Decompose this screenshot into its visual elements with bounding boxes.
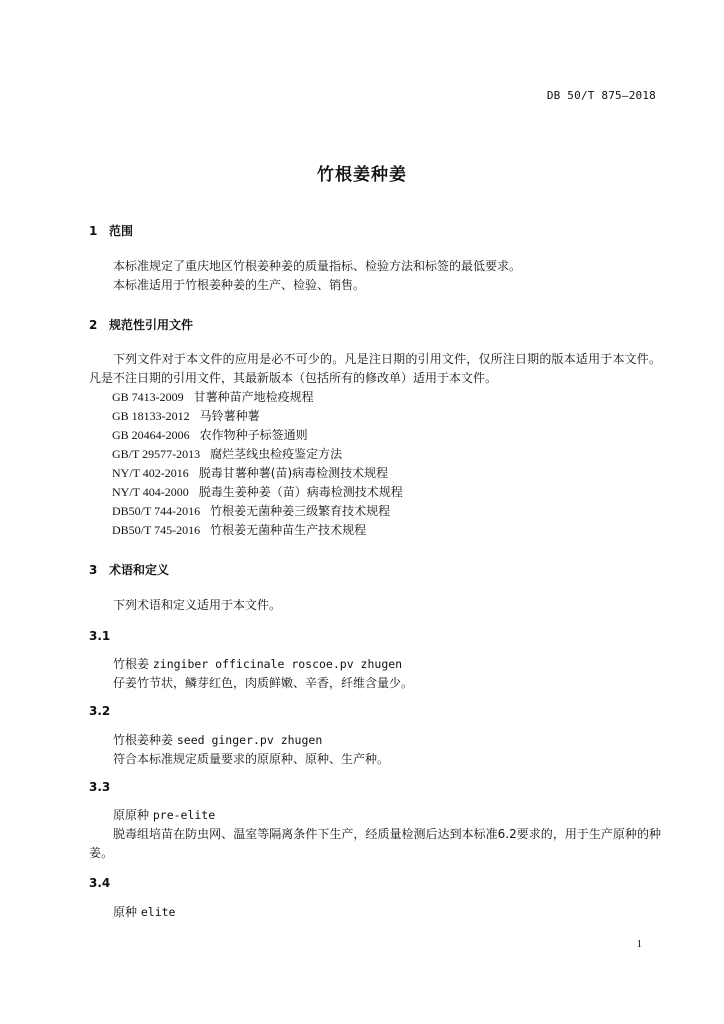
reference-item [112,388,403,407]
term-number: 3.3 [89,780,111,794]
reference-title: 农作物种子标签通则 [199,428,308,442]
term-english: zingiber officinale roscoe.pv zhugen [152,657,403,671]
reference-item [112,445,403,464]
page-number: 1 [636,938,642,950]
term-heading [113,655,402,672]
paragraph: 本标准规定了重庆地区竹根姜种姜的质量指标、检验方法和标签的最低要求。 [113,259,522,273]
reference-code: GB/T 29577-2013 [112,447,201,461]
reference-title: 腐烂茎线虫检疫鉴定方法 [210,447,343,461]
term-english: seed ginger.pv zhugen [176,733,323,747]
section-2-heading [89,316,193,333]
term-definition: 脱毒组培苗在防虫网、温室等隔离条件下生产，经质量检测后达到本标准6.2要求的，用于生产原种的种姜。 [89,827,661,860]
paragraph: 下列术语和定义适用于本文件。 [113,598,282,612]
reference-code: NY/T 404-2000 [112,485,189,499]
reference-item [112,483,403,502]
reference-list [112,388,403,540]
reference-code: DB50/T 744-2016 [112,504,201,518]
reference-item [112,426,403,445]
reference-code: NY/T 402-2016 [112,466,189,480]
document-title: 竹根姜种姜 [317,165,407,185]
reference-title: 竹根姜无菌种姜三级繁育技术规程 [210,504,391,518]
section-number: 1 [89,224,98,238]
term-name: 原原种 [113,808,150,822]
paragraph: 本标准适用于竹根姜种姜的生产、检验、销售。 [113,278,366,292]
term-definition: 仔姜竹节状，鳞芽红色，肉质鲜嫩、辛香，纤维含量少。 [113,676,414,690]
term-number: 3.2 [89,704,111,718]
reference-code: GB 7413-2009 [112,390,184,404]
reference-code: DB50/T 745-2016 [112,523,201,537]
section-title: 范围 [109,224,134,238]
term-heading [113,731,322,748]
section-title: 规范性引用文件 [109,318,194,332]
section-1-heading [89,222,133,239]
term-english: pre-elite [152,808,216,822]
term-number: 3.1 [89,629,111,643]
section-3-heading [89,561,169,578]
reference-title: 脱毒生姜种姜（苗）病毒检测技术规程 [198,485,403,499]
reference-title: 竹根姜无菌种苗生产技术规程 [210,523,367,537]
term-number: 3.4 [89,876,111,890]
term-heading [113,903,175,920]
reference-code: GB 18133-2012 [112,409,190,423]
reference-item [112,464,403,483]
reference-code: GB 20464-2006 [112,428,190,442]
section-title: 术语和定义 [109,563,170,577]
reference-title: 脱毒甘薯种薯(苗)病毒检测技术规程 [198,466,389,480]
reference-title: 马铃薯种薯 [199,409,260,423]
term-heading [113,806,215,823]
reference-item [112,521,403,540]
term-english: elite [140,905,176,919]
paragraph: 下列文件对于本文件的应用是必不可少的。凡是注日期的引用文件，仅所注日期的版本适用于本文件。凡是不注日期的引用文件，其最新版本（包括所有的修改单）适用于本文件。 [89,352,661,385]
standard-code: DB 50/T 875—2018 [546,89,656,102]
section-number: 3 [89,563,98,577]
term-definition: 符合本标准规定质量要求的原原种、原种、生产种。 [113,752,390,766]
term-name: 竹根姜 [113,657,150,671]
reference-item [112,502,403,521]
term-name: 原种 [113,905,138,919]
term-name: 竹根姜种姜 [113,733,174,747]
reference-item [112,407,403,426]
section-number: 2 [89,318,98,332]
reference-title: 甘薯种苗产地检疫规程 [193,390,314,404]
